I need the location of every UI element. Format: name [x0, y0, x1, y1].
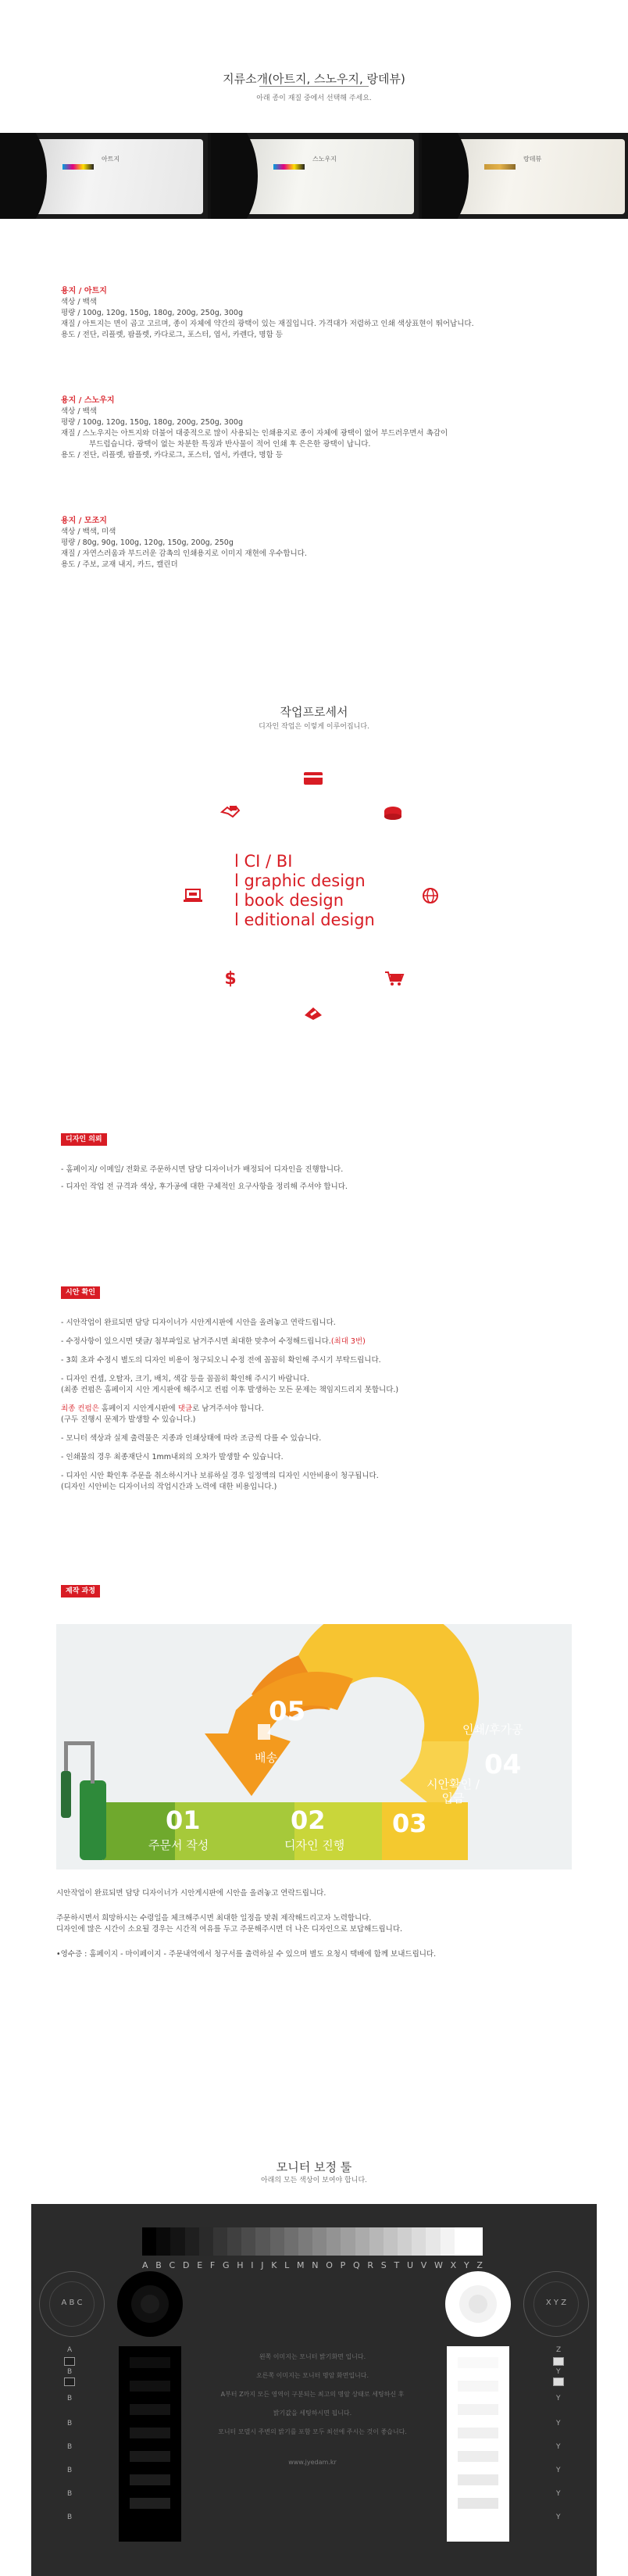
final-confirm-highlight: 최종 컨펌은	[61, 1404, 99, 1413]
paper-section-title: 지류소개(아트지, 스노우지, 랑데뷰)	[223, 72, 405, 86]
title-underline	[259, 86, 369, 87]
paper-title: 용지 / 스노우지	[61, 396, 115, 405]
right-letter: Y	[556, 2420, 561, 2428]
list-item: (구두 진행시 문제가 발생할 수 있습니다.)	[61, 1415, 196, 1424]
site-url: www.jyedam.kr	[288, 2459, 337, 2466]
list-item: - 시안작업이 완료되면 담당 디자이너가 시안게시판에 시안을 올려놓고 연락드립니다.	[61, 1318, 336, 1327]
letter: G	[222, 2260, 230, 2270]
monitor-subtitle: 아래의 모든 색상이 보여야 합니다.	[260, 2177, 368, 2184]
list-item-cont: 로 남겨주셔야 합니다.	[192, 1404, 264, 1413]
list-item: - 디자인 시안 확인후 주문을 취소하시거나 보류하실 경우 일정액의 디자인 시안비용이 청구됩니다.	[61, 1472, 379, 1480]
draft-check-list	[61, 1316, 576, 1519]
delivery-icon	[302, 1004, 325, 1022]
paper-title: 용지 / 모조지	[61, 517, 107, 525]
service-line: l graphic design	[234, 871, 366, 890]
paper-material: 재질 / 아트지는 면이 곱고 고르며, 종이 자체에 약간의 광택이 있는 재질입니다. 가격대가 저렴하고 인쇄 색상표현이 뛰어납니다.	[61, 320, 474, 328]
grayscale-strip	[142, 2227, 483, 2256]
paper-color: 색상 / 백색, 미색	[61, 528, 116, 536]
production-note: 디자인에 많은 시간이 소요될 경우는 시간적 여유를 두고 주문해주시면 더 나은 디자인으로 보답해드립니다.	[56, 1925, 403, 1934]
rendezvous-paper-photo	[422, 133, 628, 219]
step-05-label: 배송	[255, 1751, 277, 1765]
design-services-list	[234, 852, 437, 930]
paper-color: 색상 / 백색	[61, 407, 97, 416]
monitor-instruction: 왼쪽 이미지는 모니터 밝기화면 입니다.	[259, 2353, 366, 2360]
step-02-label: 디자인 진행	[284, 1838, 345, 1852]
card-icon	[302, 769, 325, 788]
letter: S	[380, 2260, 387, 2270]
production-note: 시안작업이 완료되면 담당 디자이너가 시안게시판에 시안을 올려놓고 연락드립니다.	[56, 1889, 326, 1898]
monitor-title: 모니터 보정 툴	[276, 2160, 352, 2174]
left-letter: B	[67, 2467, 73, 2474]
left-letter: B	[67, 2490, 73, 2498]
monitor-calibration-panel	[31, 2204, 597, 2576]
list-item	[61, 1402, 264, 1413]
photo-label: 랑데뷰	[523, 156, 542, 163]
letter: C	[169, 2260, 176, 2270]
paper-weight: 평량 / 100g, 120g, 150g, 180g, 200g, 250g, 300g	[61, 418, 243, 427]
right-letter: Y	[556, 2490, 561, 2498]
white-test-column	[447, 2346, 509, 2542]
list-item: - 인쇄물의 경우 최종재단시 1mm내외의 오차가 발생할 수 있습니다.	[61, 1453, 284, 1462]
list-item: (최종 컨펌은 홈페이지 시안 게시판에 해주시고 컨펌 이후 발생하는 모든 문제는 책임지드리지 못합니다.)	[61, 1386, 399, 1394]
right-letter: Y	[556, 2368, 561, 2376]
list-item: - 모니터 색상과 실제 출력물은 지종과 인쇄상태에 따라 조금씩 다를 수 있습니다.	[61, 1434, 322, 1443]
paper-section-subtitle: 아래 종이 재질 중에서 선택해 주세요.	[256, 95, 372, 102]
letter: W	[434, 2260, 443, 2270]
monitor-instruction: 오른쪽 이미지는 모니터 명암 화면입니다.	[255, 2372, 369, 2379]
list-item: - 디자인 컨셉, 오탈자, 크기, 배치, 색감 등을 꼼꼼히 확인해 주시기 바랍니다.	[61, 1375, 309, 1383]
max-count-note: (최대 3번)	[330, 1337, 366, 1346]
step-03-label: 시안확인 /입금	[426, 1777, 480, 1805]
production-tag: 제작 과정	[61, 1585, 100, 1597]
step-01-label: 주문서 작성	[148, 1838, 209, 1852]
right-letter: Y	[556, 2467, 561, 2474]
monitor-instruction: 모니터 모델시 주변의 밝기를 포함 모두 최선에 주시는 것이 좋습니다.	[218, 2428, 407, 2435]
money-icon: $	[224, 968, 237, 989]
letter: V	[420, 2260, 427, 2270]
box-icon	[381, 803, 405, 822]
paper-material-cont: 부드럽습니다. 광택이 없는 차분한 특징과 반사물이 적어 인쇄 후 은은한 광택이 납니다.	[89, 440, 371, 449]
design-request-tag: 디자인 의뢰	[61, 1133, 107, 1146]
comment-highlight: 댓글	[177, 1404, 193, 1413]
letter: P	[340, 2260, 346, 2270]
xyz-label: X Y Z	[545, 2299, 567, 2307]
list-item-cont: 홈페이지 시안게시판에	[98, 1404, 178, 1413]
step-05-number: 05	[269, 1696, 306, 1727]
left-letter: B	[67, 2420, 73, 2428]
left-letter: B	[67, 2395, 73, 2402]
step-03-number: 03	[392, 1809, 427, 1838]
paper-info-art	[61, 286, 576, 341]
alphabet-row	[142, 2260, 483, 2270]
paper-info-mojo	[61, 516, 576, 571]
list-item-text: - 수정사항이 있으시면 댓글/ 첨부파일로 남겨주시면 최대한 맞추어 수정해드립니다.	[61, 1337, 331, 1346]
service-line: l CI / BI	[234, 852, 293, 871]
letter: U	[406, 2260, 414, 2270]
cart-icon	[383, 969, 406, 988]
paper-weight: 평량 / 100g, 120g, 150g, 180g, 200g, 250g, 300g	[61, 309, 243, 317]
list-item: (디자인 시안비는 디자이너의 작업시간과 노력에 대한 비용입니다.)	[61, 1483, 277, 1491]
photo-label: 스노우지	[312, 156, 337, 163]
left-outline-circle	[39, 2271, 105, 2337]
step-04-number: 04	[484, 1749, 522, 1780]
letter: R	[367, 2260, 374, 2270]
snow-paper-photo	[211, 133, 419, 219]
receipt-note: •영수증 : 홈페이지 - 마이페이지 - 주문내역에서 청구서를 출력하실 수 있으며 별도 요청시 택배에 함께 보내드립니다.	[56, 1950, 437, 1959]
service-line: l editional design	[234, 911, 375, 929]
letter: Q	[353, 2260, 360, 2270]
left-letter: B	[67, 2513, 73, 2521]
step-01-number: 01	[166, 1805, 201, 1835]
monitor-instruction: 밝기값을 세팅하시면 됩니다.	[273, 2410, 352, 2417]
paper-usage: 용도 / 주보, 교재 내지, 카드, 캘린더	[61, 560, 178, 569]
list-item: - 디자인 작업 전 규격과 색상, 후가공에 대한 구체적인 요구사항을 정리해 주셔야 합니다.	[61, 1182, 348, 1191]
service-line: l book design	[234, 891, 344, 910]
letter: F	[209, 2260, 216, 2270]
production-process-graphic	[56, 1624, 572, 1869]
paper-color: 색상 / 백색	[61, 298, 97, 306]
letter: K	[271, 2260, 277, 2270]
right-outline-circle	[523, 2271, 589, 2337]
abc-label: A B C	[61, 2299, 83, 2307]
letter: D	[182, 2260, 190, 2270]
paper-material: 재질 / 스노우지는 아트지와 더불어 대중적으로 많이 사용되는 인쇄용지로 종이 자체에 광택이 없어 부드러우면서 촉감이	[61, 429, 448, 438]
letter: B	[155, 2260, 162, 2270]
production-note: 주문하시면서 희망하시는 수령일을 체크해주시면 최대한 일정을 맞춰 제작해드리고자 노력합니다.	[56, 1914, 372, 1923]
art-paper-photo	[0, 133, 208, 219]
handshake-icon	[219, 803, 242, 822]
letter: O	[326, 2260, 333, 2270]
letter: H	[237, 2260, 244, 2270]
right-letter: Y	[556, 2443, 561, 2451]
letter: T	[394, 2260, 400, 2270]
letter: Z	[476, 2260, 483, 2270]
laptop-icon	[181, 886, 205, 905]
step-04-label: 인쇄/후가공	[462, 1723, 523, 1737]
letter: L	[284, 2260, 290, 2270]
letter: Y	[463, 2260, 469, 2270]
black-circle	[117, 2271, 183, 2337]
right-letter: Y	[556, 2395, 561, 2402]
list-item: - 홈페이지/ 이메일/ 전화로 주문하시면 담당 디자이너가 배정되어 디자인을 진행합니다.	[61, 1165, 344, 1174]
paper-info-snow	[61, 395, 576, 461]
right-letter: Z	[556, 2346, 562, 2354]
paper-usage: 용도 / 전단, 리플렛, 팜플렛, 카다로그, 포스터, 엽서, 카렌다, 명함 등	[61, 331, 283, 339]
monitor-instruction: A부터 Z까지 모든 영역이 구분되는 최고의 명암 상태로 세팅하신 후	[220, 2391, 405, 2398]
process-title: 작업프로세서	[280, 705, 348, 719]
black-test-column	[119, 2346, 181, 2542]
left-letter: A	[67, 2346, 73, 2354]
paper-usage: 용도 / 전단, 리플렛, 팜플렛, 카다로그, 포스터, 엽서, 카렌다, 명함 등	[61, 451, 283, 460]
left-letter: B	[67, 2443, 73, 2451]
right-letter: Y	[556, 2513, 561, 2521]
letter: I	[251, 2260, 254, 2270]
paper-material: 재질 / 자연스러움과 부드러운 감촉의 인쇄용지로 이미지 재현에 우수합니다.	[61, 549, 307, 558]
paper-title: 용지 / 아트지	[61, 287, 107, 295]
left-letter: B	[67, 2368, 73, 2376]
list-item: - 3회 초과 수정시 별도의 디자인 비용이 청구되오니 수정 전에 꼼꼼히 확인해 주시기 부탁드립니다.	[61, 1356, 381, 1365]
process-subtitle: 디자인 작업은 이렇게 이루어집니다.	[259, 723, 369, 731]
list-item	[61, 1335, 366, 1346]
letter: N	[312, 2260, 319, 2270]
paper-weight: 평량 / 80g, 90g, 100g, 120g, 150g, 200g, 250g	[61, 538, 234, 547]
letter: J	[261, 2260, 264, 2270]
letter: X	[450, 2260, 457, 2270]
step-02-number: 02	[291, 1805, 326, 1835]
design-request-list	[61, 1163, 576, 1194]
photo-label: 아트지	[102, 156, 120, 163]
paper-photo-strip	[0, 133, 628, 219]
letter: E	[197, 2260, 203, 2270]
draft-check-tag: 시안 확인	[61, 1286, 100, 1299]
white-circle	[445, 2271, 511, 2337]
letter: A	[142, 2260, 148, 2270]
letter: M	[297, 2260, 305, 2270]
